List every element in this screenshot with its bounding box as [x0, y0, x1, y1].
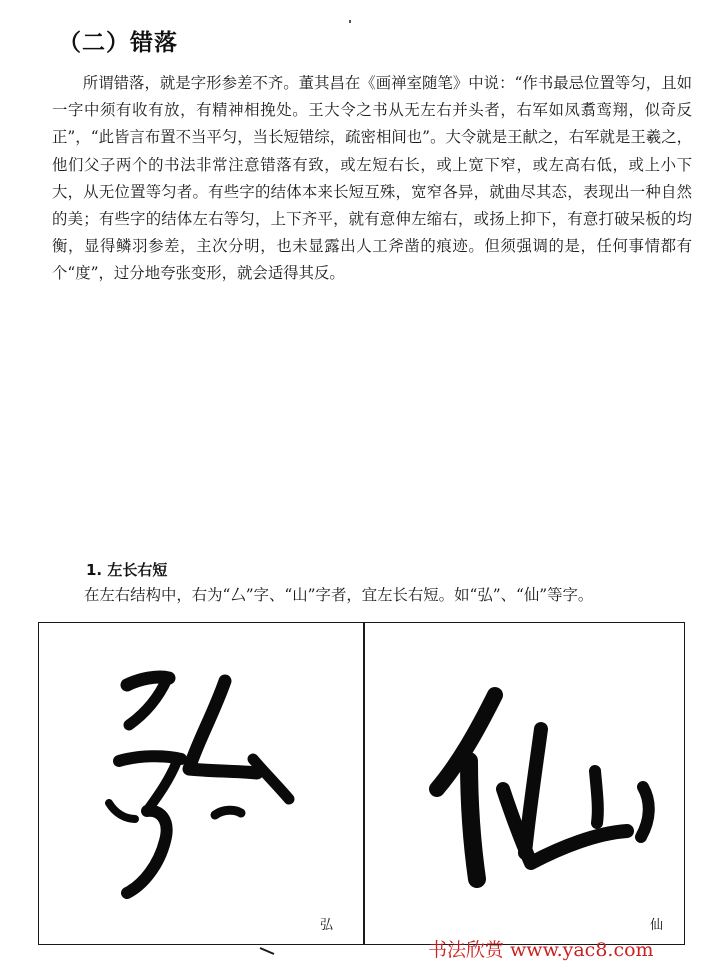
calligraphy-examples — [38, 622, 685, 945]
watermark: 书法欣赏 www.yac8.com — [428, 939, 654, 961]
xian-caption: 仙 — [650, 918, 664, 933]
hong-calligraphy-image — [39, 623, 363, 943]
subsection-text: 在左右结构中，右为“厶”字、“山”字者，宜左长右短。如“弘”、“仙”等字。 — [84, 586, 594, 604]
hong-caption: 弘 — [320, 918, 334, 933]
example-panel-hong — [39, 623, 363, 944]
scan-mark — [258, 944, 278, 958]
xian-calligraphy-image — [365, 623, 683, 943]
section-title: （二）错落 — [58, 30, 178, 56]
scan-dot — [349, 20, 351, 23]
body-paragraph: 所谓错落，就是字形参差不齐。董其昌在《画禅室随笔》中说：“作书最忌位置等匀，且如一字中须有收有放，有精神相挽处。王大令之书从无左右并头者，右军如凤翥鸾翔，似奇反正”，“此皆言布置不当平匀，当长短错综，疏密相间也”。大令就是王献之，右军就是王羲之，他们父子两个的书法非常注意错落有致，或左短右长，或上宽下窄，或左高右低，或上小下大，从无位置等匀者。有些字的结体本来长短互殊，宽窄各异，就曲尽其态，表现出一种自然的美；有些字的结体左右等匀，上下齐平，就有意伸左缩右，或扬上抑下，有意打破呆板的均衡，显得鳞羽参差，主次分明，也未显露出人工斧凿的痕迹。但须强调的是，任何事情都有个“度”，过分地夸张变形，就会适得其反。 — [52, 74, 692, 283]
example-panel-xian — [365, 623, 683, 944]
subsection-title: 1. 左长右短 — [86, 561, 168, 579]
